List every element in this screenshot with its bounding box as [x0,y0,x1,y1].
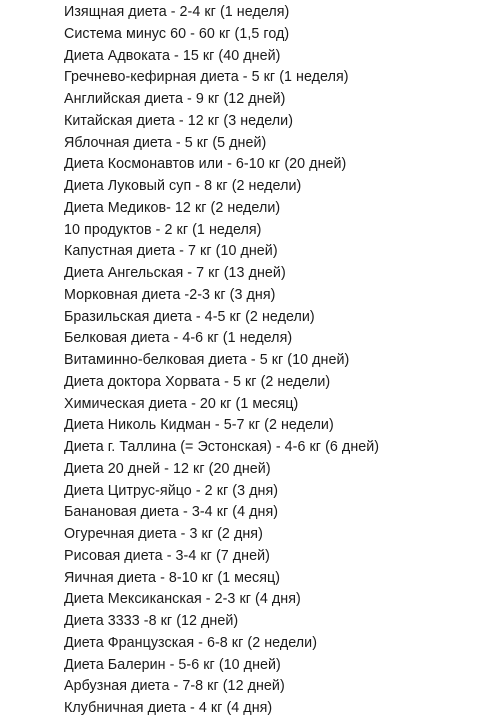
diet-item: Огуречная диета - 3 кг (2 дня) [64,526,263,542]
diet-item: Химическая диета - 20 кг (1 месяц) [64,395,299,412]
diet-item: Яичная диета - 8-10 кг (1 месяц) [64,569,281,586]
diet-item: Гречнево-кефирная диета - 5 кг (1 неделя) [64,69,349,86]
diet-item: Диета доктора Хорвата - 5 кг (2 недели) [64,373,331,390]
diet-item: Диета 20 дней - 12 кг (20 дней) [64,460,271,477]
diet-item: Диета Адвоката - 15 кг (40 дней) [64,47,281,64]
diet-item: Диета Ангельская - 7 кг (13 дней) [64,265,286,281]
diet-item: Китайская диета - 12 кг (3 недели) [64,112,294,129]
diet-item: Яблочная диета - 5 кг (5 дней) [64,134,267,151]
diet-item: Диета Балерин - 5-6 кг (10 дней) [64,656,281,673]
diet-item: Арбузная диета - 7-8 кг (12 дней) [64,678,285,695]
diet-item: Диета Николь Кидман - 5-7 кг (2 недели) [64,417,334,434]
diet-item: Диета Мексиканская - 2-3 кг (4 дня) [64,591,301,608]
diet-item: Диета Космонавтов или - 6-10 кг (20 дней) [64,156,347,173]
diet-item: Витаминно-белковая диета - 5 кг (10 дней) [64,352,350,368]
diet-list [64,2,379,720]
diet-item: Диета г. Таллина (= Эстонская) - 4-6 кг (6 дней) [64,439,380,455]
diet-item: Изящная диета - 2-4 кг (1 неделя) [64,4,290,20]
diet-item: Диета Цитрус-яйцо - 2 кг (3 дня) [64,482,279,499]
diet-item: Диета Французская - 6-8 кг (2 недели) [64,634,318,651]
diet-item: Белковая диета - 4-6 кг (1 неделя) [64,330,293,347]
diet-item: Бразильская диета - 4-5 кг (2 недели) [64,308,315,325]
diet-item: Диета Медиков- 12 кг (2 недели) [64,199,281,216]
diet-item: Диета 3333 -8 кг (12 дней) [64,613,239,629]
diet-item: Банановая диета - 3-4 кг (4 дня) [64,504,279,521]
diet-item: Диета Луковый суп - 8 кг (2 недели) [64,178,302,194]
diet-item: Клубничная диета - 4 кг (4 дня) [64,700,273,716]
diet-item: Система минус 60 - 60 кг (1,5 год) [64,25,290,42]
diet-item: Морковная диета -2-3 кг (3 дня) [64,286,276,303]
diet-item: Английская диета - 9 кг (12 дней) [64,91,286,107]
diet-item: 10 продуктов - 2 кг (1 неделя) [64,221,262,238]
diet-item: Капустная диета - 7 кг (10 дней) [64,243,278,260]
diet-item: Рисовая диета - 3-4 кг (7 дней) [64,547,270,564]
